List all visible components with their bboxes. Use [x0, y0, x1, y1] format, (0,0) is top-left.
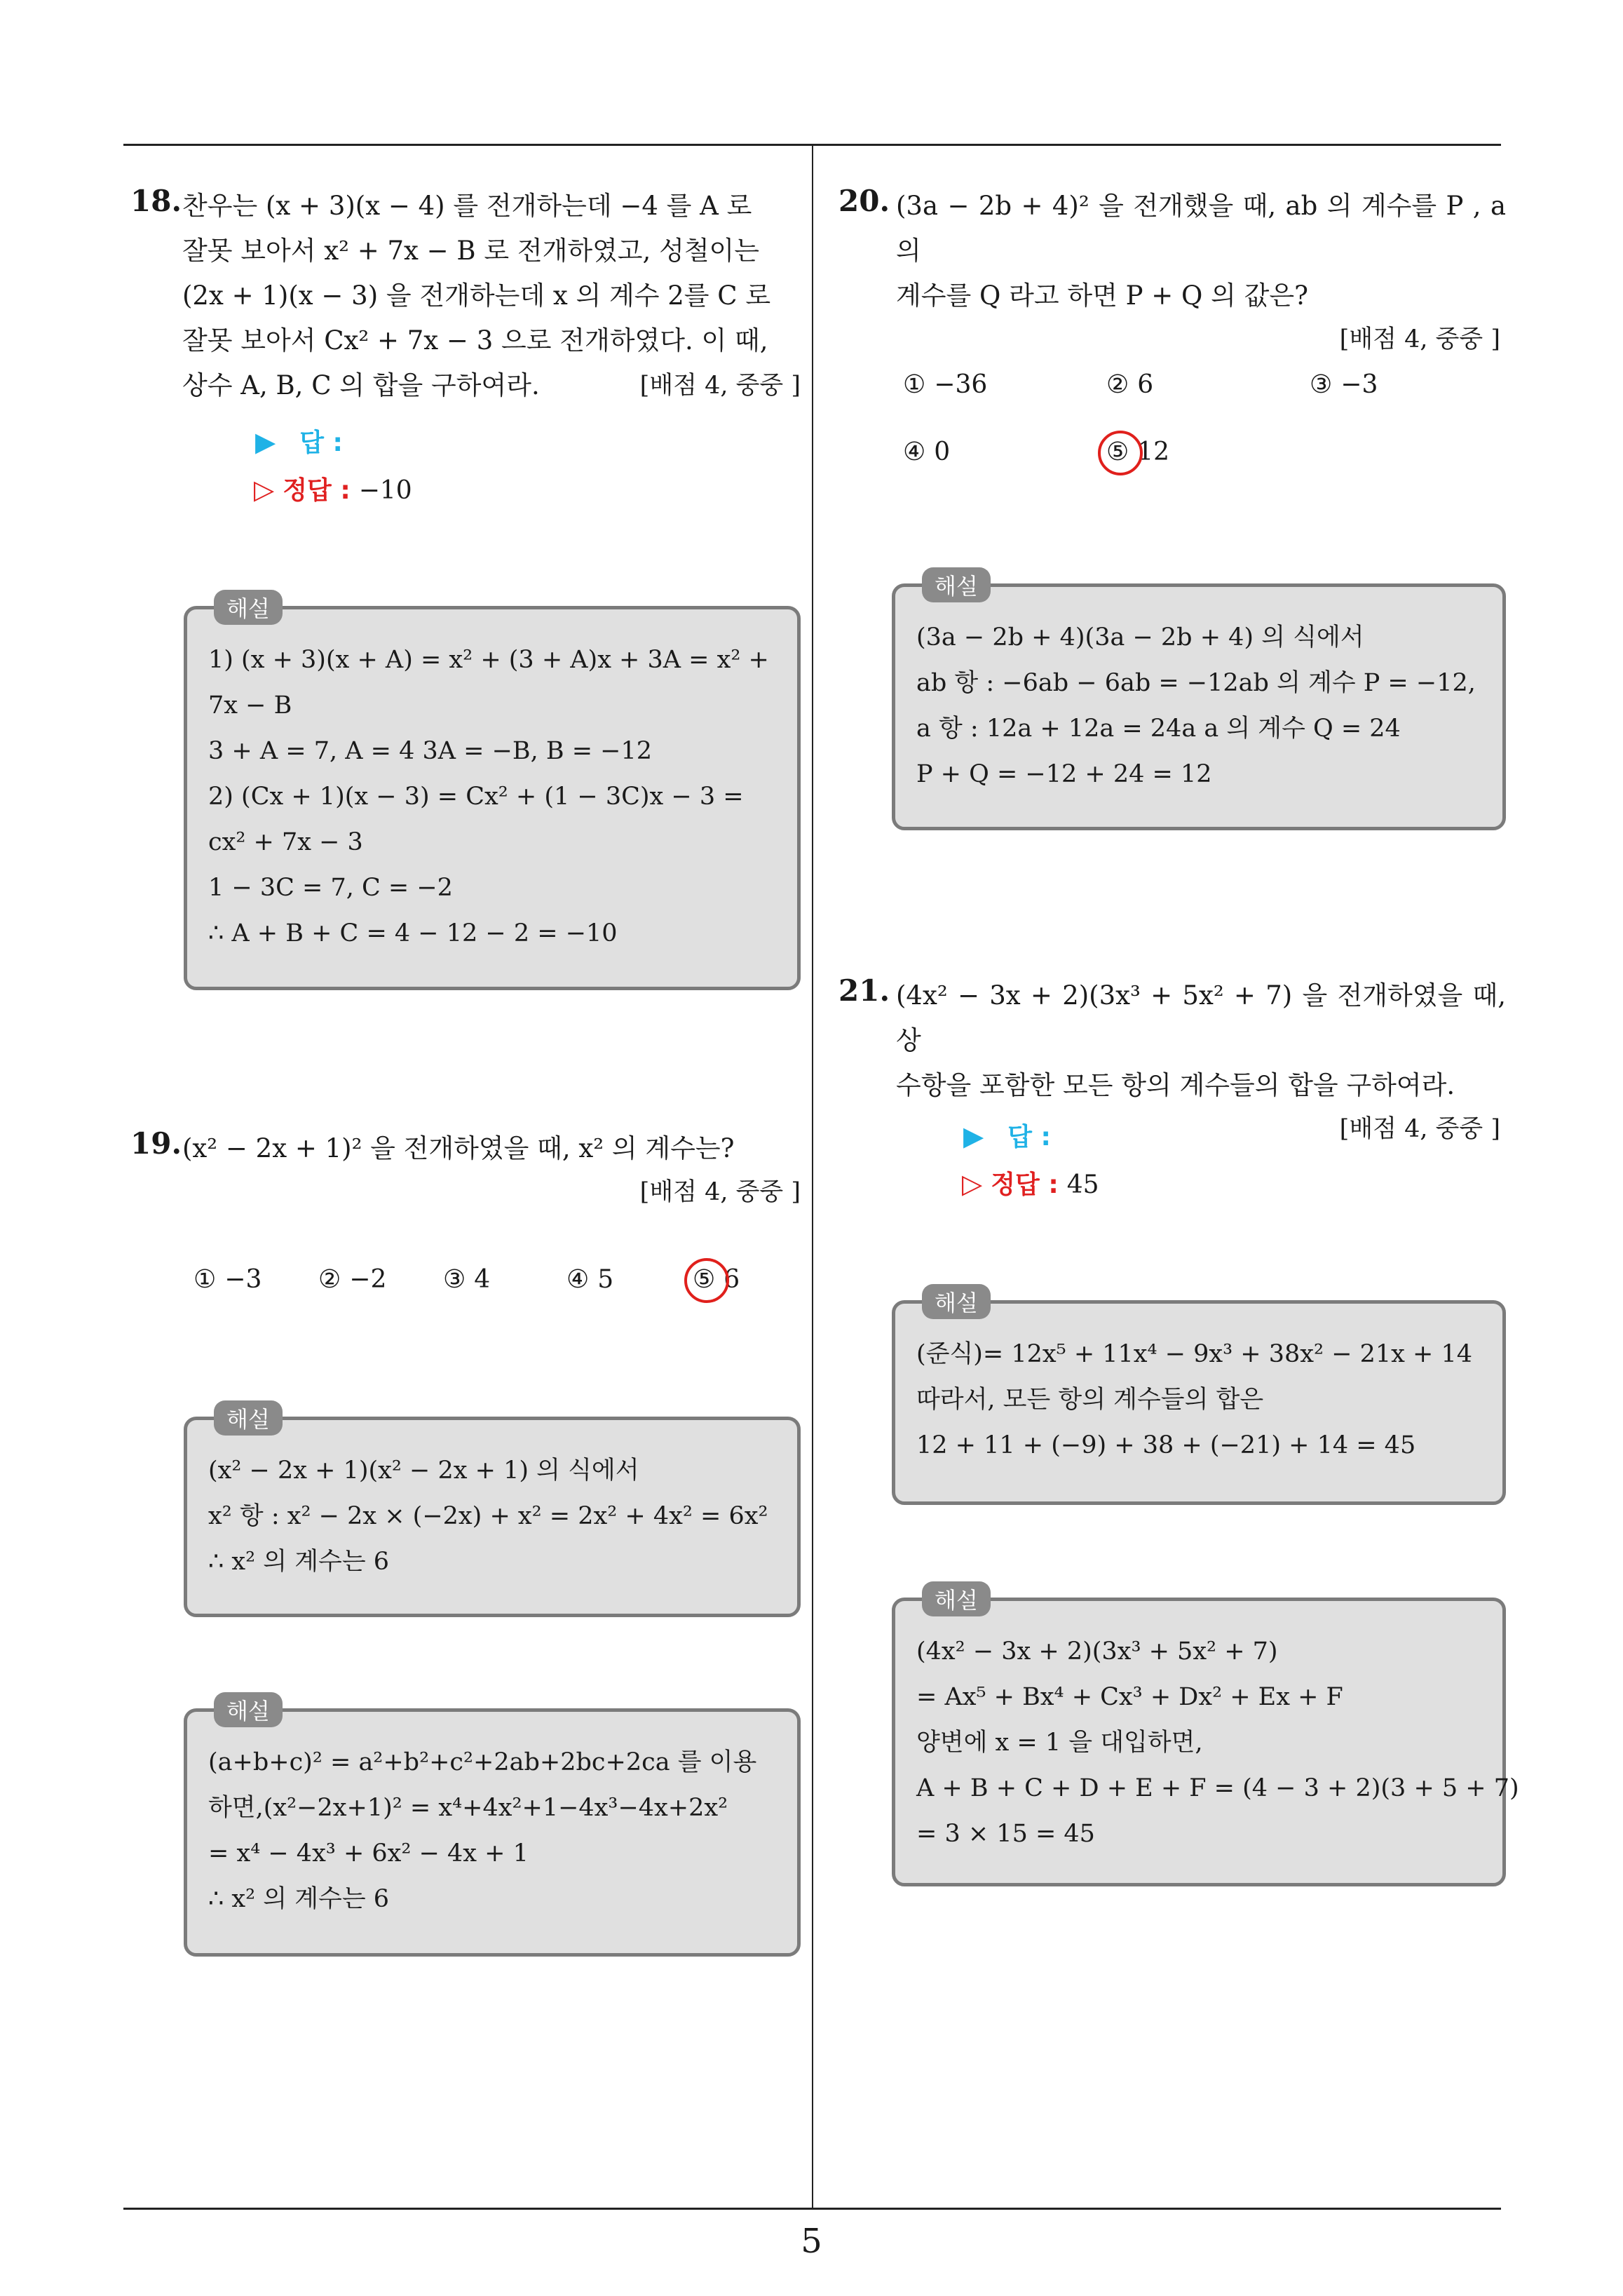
choice-value: 6 — [724, 1265, 740, 1294]
solution-box — [184, 1406, 801, 1617]
solution-line: 3 + A = 7, A = 4 3A = −B, B = −12 — [208, 737, 653, 765]
question-text — [896, 184, 1506, 318]
question-line: 잘못 보아서 x² + 7x − B 로 전개하였고, 성철이는 — [182, 236, 760, 266]
solution-line: 12 + 11 + (−9) + 38 + (−21) + 14 = 45 — [916, 1431, 1416, 1459]
choice-list — [903, 370, 1478, 419]
play-icon: ▶ — [963, 1121, 984, 1152]
solution-tag: 해설 — [922, 567, 991, 602]
solution-line: 따라서, 모든 항의 계수들의 합은 — [916, 1386, 1264, 1414]
solution-tag: 해설 — [922, 1284, 991, 1319]
question-number: 21. — [838, 973, 890, 1008]
solution-tag: 해설 — [214, 1400, 283, 1436]
answer-label: 답 : — [1007, 1123, 1051, 1152]
choice-1[interactable] — [193, 1265, 262, 1294]
correct-answer-value: −10 — [358, 476, 412, 505]
selected-circle-mark — [1098, 431, 1143, 475]
solution-tag: 해설 — [214, 590, 283, 625]
question-line: (4x² − 3x + 2)(3x³ + 5x² + 7) 을 전개하였을 때, 상 — [896, 980, 1506, 1055]
choice-2[interactable] — [318, 1265, 386, 1294]
choice-3[interactable] — [443, 1265, 490, 1294]
bottom-rule — [123, 2208, 1501, 2210]
choice-value: 0 — [934, 438, 951, 466]
choice-value: −2 — [349, 1265, 387, 1294]
question-19 — [130, 1126, 801, 1213]
question-line: 수항을 포함한 모든 항의 계수들의 합을 구하여라. — [896, 1070, 1455, 1100]
solution-line: (준식)= 12x⁵ + 11x⁴ − 9x³ + 38x² − 21x + 14 — [916, 1340, 1473, 1368]
outline-triangle-icon: ▷ — [254, 474, 275, 505]
solution-line: x² 항 : x² − 2x × (−2x) + x² = 2x² + 4x² = 6x² — [208, 1502, 768, 1530]
selected-circle-mark — [684, 1258, 729, 1303]
choice-value: −3 — [224, 1265, 262, 1294]
question-line-with-score — [182, 363, 801, 408]
choice-2[interactable] — [1106, 370, 1153, 399]
solution-line: 하면,(x²−2x+1)² = x⁴+4x²+1−4x³−4x+2x² — [208, 1794, 728, 1822]
question-number: 20. — [838, 184, 890, 218]
solution-line: ab 항 : −6ab − 6ab = −12ab 의 계수 P = −12, — [916, 669, 1476, 697]
question-line: (2x + 1)(x − 3) 을 전개하는데 x 의 계수 2를 C 로 — [182, 281, 771, 311]
solution-line: a 항 : 12a + 12a = 24a a 의 계수 Q = 24 — [916, 715, 1401, 743]
choice-5[interactable] — [693, 1265, 740, 1294]
question-text — [182, 184, 801, 408]
choice-mark: ① — [193, 1265, 217, 1294]
question-line: 계수를 Q 라고 하면 P + Q 의 값은? — [896, 281, 1308, 311]
solution-line: 7x − B — [208, 691, 292, 720]
solution-line: = x⁴ − 4x³ + 6x² − 4x + 1 — [208, 1839, 529, 1868]
score-label: [배점 4, 중중 ] — [1339, 325, 1500, 353]
solution-line: (x² − 2x + 1)(x² − 2x + 1) 의 식에서 — [208, 1457, 639, 1485]
question-line: (3a − 2b + 4)² 을 전개했을 때, ab 의 계수를 P , a 의 — [896, 191, 1506, 266]
solution-line: cx² + 7x − 3 — [208, 828, 363, 856]
choice-list — [193, 1265, 796, 1314]
choice-mark: ③ — [1310, 370, 1333, 399]
solution-line: 1) (x + 3)(x + A) = x² + (3 + A)x + 3A = x² + — [208, 646, 769, 674]
solution-line: 1 − 3C = 7, C = −2 — [208, 874, 453, 902]
choice-value: 12 — [1137, 438, 1170, 466]
question-number: 18. — [130, 184, 182, 218]
question-text — [896, 973, 1506, 1108]
solution-box — [892, 573, 1506, 830]
choice-mark: ⑤ — [693, 1265, 716, 1294]
choice-value: −36 — [934, 370, 988, 399]
choice-list — [903, 438, 1478, 487]
solution-box — [892, 1290, 1506, 1505]
question-18 — [130, 184, 801, 408]
question-line: 상수 A, B, C 의 합을 구하여라. — [182, 370, 540, 400]
choice-value: 6 — [1137, 370, 1154, 399]
play-icon: ▶ — [255, 426, 276, 457]
question-21 — [838, 973, 1506, 1150]
choice-mark: ① — [903, 370, 926, 399]
choice-mark: ② — [1106, 370, 1129, 399]
answer-row — [963, 1112, 1051, 1161]
solution-box — [184, 595, 801, 990]
solution-line: = 3 × 15 = 45 — [916, 1820, 1095, 1848]
correct-answer-label: 정답 : — [991, 1170, 1059, 1199]
answer-row — [255, 418, 343, 467]
choice-1[interactable] — [903, 370, 987, 399]
choice-3[interactable] — [1310, 370, 1378, 399]
solution-line: A + B + C + D + E + F = (4 − 3 + 2)(3 + 5 + 7) — [916, 1774, 1519, 1802]
correct-answer-value: 45 — [1066, 1170, 1099, 1199]
solution-line: (3a − 2b + 4)(3a − 2b + 4) 의 식에서 — [916, 623, 1364, 651]
correct-answer-label: 정답 : — [283, 476, 351, 505]
outline-triangle-icon: ▷ — [962, 1168, 983, 1199]
solution-tag: 해설 — [922, 1581, 991, 1616]
question-number: 19. — [130, 1126, 182, 1161]
correct-answer-row — [254, 466, 412, 515]
question-20 — [838, 184, 1506, 360]
correct-answer-row — [962, 1160, 1099, 1209]
solution-line: P + Q = −12 + 24 = 12 — [916, 760, 1212, 788]
choice-5[interactable] — [1106, 438, 1169, 466]
solution-box — [184, 1698, 801, 1957]
choice-mark: ③ — [443, 1265, 466, 1294]
solution-line: (4x² − 3x + 2)(3x³ + 5x² + 7) — [916, 1637, 1278, 1666]
solution-line: 양변에 x = 1 을 대입하면, — [916, 1729, 1203, 1757]
score-label: [배점 4, 중중 ] — [1339, 1115, 1500, 1143]
choice-mark: ⑤ — [1106, 438, 1129, 466]
choice-value: −3 — [1340, 370, 1378, 399]
solution-line: 2) (Cx + 1)(x − 3) = Cx² + (1 − 3C)x − 3 = — [208, 783, 744, 811]
solution-line: ∴ x² 의 계수는 6 — [208, 1885, 390, 1913]
solution-line: = Ax⁵ + Bx⁴ + Cx³ + Dx² + Ex + F — [916, 1683, 1343, 1711]
solution-tag: 해설 — [214, 1692, 283, 1727]
choice-mark: ② — [318, 1265, 341, 1294]
choice-mark: ④ — [903, 438, 926, 466]
solution-box — [892, 1587, 1519, 1886]
answer-label: 답 : — [299, 428, 343, 457]
score-label: [배점 4, 중중 ] — [639, 372, 801, 400]
question-line: 잘못 보아서 Cx² + 7x − 3 으로 전개하였다. 이 때, — [182, 325, 768, 356]
question-text: (x² − 2x + 1)² 을 전개하였을 때, x² 의 계수는? — [182, 1133, 735, 1163]
column-divider — [812, 144, 813, 2208]
solution-line: (a+b+c)² = a²+b²+c²+2ab+2bc+2ca 를 이용 — [208, 1748, 757, 1776]
choice-value: 5 — [597, 1265, 614, 1294]
choice-mark: ④ — [566, 1265, 590, 1294]
solution-line: ∴ x² 의 계수는 6 — [208, 1548, 390, 1576]
choice-value: 4 — [474, 1265, 491, 1294]
choice-4[interactable] — [903, 438, 950, 466]
question-line: 찬우는 (x + 3)(x − 4) 를 전개하는데 −4 를 A 로 — [182, 191, 752, 221]
page-number: 5 — [801, 2222, 822, 2261]
score-label: [배점 4, 중중 ] — [639, 1178, 801, 1206]
choice-4[interactable] — [566, 1265, 613, 1294]
solution-line: ∴ A + B + C = 4 − 12 − 2 = −10 — [208, 919, 618, 947]
